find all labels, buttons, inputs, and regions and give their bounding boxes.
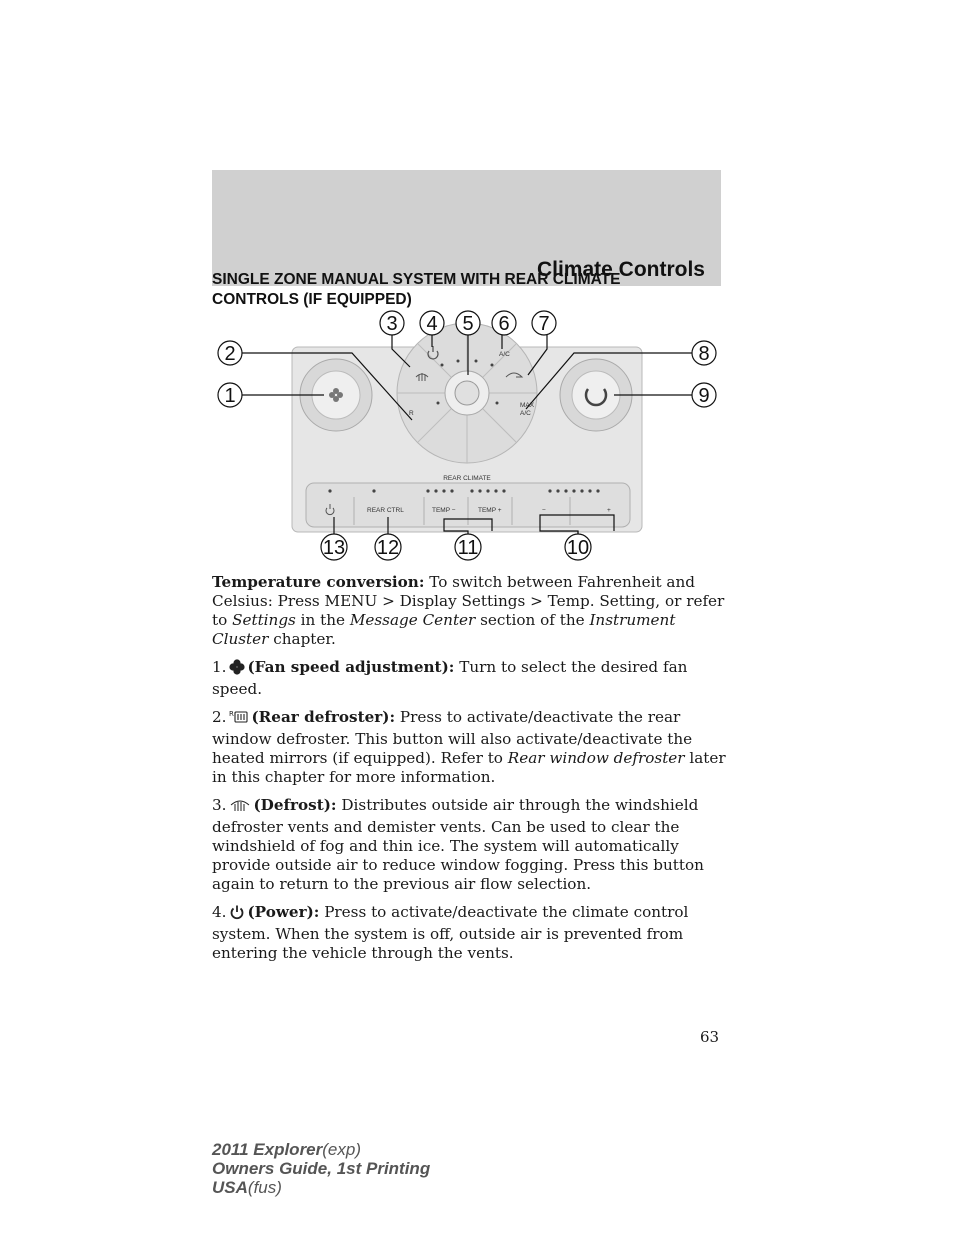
item-rear-defroster xyxy=(212,708,732,787)
temp-plus-label: TEMP + xyxy=(478,507,502,514)
footer-model: 2011 Explorer xyxy=(212,1140,323,1159)
callout-10: 10 xyxy=(566,537,590,559)
item-number: 2. xyxy=(212,708,227,726)
item-text: Press to activate/deactivate the rear window defroster. This button will also activate/deactivate the heated mirrors (if equipped). Refer to xyxy=(212,708,693,767)
conversion-text-3: section of the xyxy=(475,611,590,629)
callout-4: 4 xyxy=(426,313,438,335)
item-defrost xyxy=(212,796,732,894)
footer-line-1 xyxy=(212,1140,430,1159)
callout-12: 12 xyxy=(376,537,400,559)
conversion-label: Temperature conversion: xyxy=(212,573,425,591)
callout-6: 6 xyxy=(498,313,510,335)
body-text xyxy=(212,573,732,972)
instrument-cluster-reference: Instrument Cluster xyxy=(212,611,676,648)
max-ac-label-2: A/C xyxy=(520,410,531,417)
item-label: (Rear defroster): xyxy=(251,708,396,726)
callout-9: 9 xyxy=(698,385,710,407)
item-number: 3. xyxy=(212,796,227,814)
rear-defroster-icon xyxy=(229,709,249,730)
callout-11: 11 xyxy=(457,537,479,559)
fan-icon xyxy=(229,659,245,680)
chapter-header-band xyxy=(212,170,721,286)
footer-market: USA xyxy=(212,1178,248,1197)
callout-13: 13 xyxy=(322,537,346,559)
footer xyxy=(212,1140,430,1197)
footer-line-3 xyxy=(212,1178,430,1197)
center-button-cluster xyxy=(397,323,537,463)
item-power xyxy=(212,903,732,963)
rear-ctrl-label: REAR CTRL xyxy=(367,507,404,514)
section-title-line-1: SINGLE ZONE MANUAL SYSTEM WITH REAR CLIMATE xyxy=(212,271,621,288)
item-number: 1. xyxy=(212,658,227,676)
climate-control-figure xyxy=(212,305,732,565)
ac-label: A/C xyxy=(499,351,510,358)
rear-fan-plus-label: + xyxy=(607,507,611,514)
rear-fan-minus-label: − xyxy=(542,507,546,514)
temp-minus-label: TEMP − xyxy=(432,507,456,514)
defrost-icon xyxy=(229,797,251,818)
page-number: 63 xyxy=(700,1028,720,1046)
callout-7: 7 xyxy=(538,313,550,335)
section-title-line-2: CONTROLS (IF EQUIPPED) xyxy=(212,291,412,308)
footer-line-2 xyxy=(212,1159,430,1178)
footer-market-code: (fus) xyxy=(247,1178,282,1197)
item-fan-speed xyxy=(212,658,732,699)
item-label: (Power): xyxy=(247,903,320,921)
item-text: Press to activate/deactivate the climate control system. When the system is off, outside air is prevented from entering the vehicle through the vents. xyxy=(212,903,689,962)
footer-printing: Owners Guide, 1st Printing xyxy=(212,1159,431,1178)
temperature-conversion-paragraph xyxy=(212,573,732,649)
callout-2: 2 xyxy=(224,343,236,365)
footer-model-code: (exp) xyxy=(322,1140,361,1159)
item-label: (Fan speed adjustment): xyxy=(247,658,455,676)
climate-panel-illustration xyxy=(212,305,732,565)
message-center-reference: Message Center xyxy=(349,611,476,629)
item-text-after: later in this chapter for more information. xyxy=(212,749,726,786)
settings-reference: Settings xyxy=(232,611,296,629)
chapter-title: Climate Controls xyxy=(536,258,705,281)
power-icon xyxy=(229,904,245,925)
callout-1: 1 xyxy=(224,385,236,407)
rear-window-defroster-reference: Rear window defroster xyxy=(507,749,685,767)
item-number: 4. xyxy=(212,903,227,921)
item-label: (Defrost): xyxy=(253,796,337,814)
rear-defrost-label: R xyxy=(409,410,414,417)
callout-5: 5 xyxy=(462,313,474,335)
svg-text:R: R xyxy=(228,710,234,718)
item-text: Turn to select the desired fan speed. xyxy=(212,658,688,698)
callout-8: 8 xyxy=(698,343,710,365)
rear-climate-label: REAR CLIMATE xyxy=(443,475,491,482)
max-ac-label-1: MAX xyxy=(520,402,535,409)
callout-3: 3 xyxy=(386,313,398,335)
item-text: Distributes outside air through the windshield defroster vents and demister vents. Can be used to clear the windshield of fog and thin ice. The system will automatically provide outside air to reduce window fogging. Press this button again to return to the previous air flow selection. xyxy=(212,796,704,893)
conversion-text-1: To switch between Fahrenheit and Celsius: Press MENU > Display Settings > Temp. Setting, or refer to xyxy=(212,573,725,629)
conversion-text-4: chapter. xyxy=(268,630,336,648)
conversion-text-2: in the xyxy=(295,611,350,629)
section-title xyxy=(212,270,732,310)
